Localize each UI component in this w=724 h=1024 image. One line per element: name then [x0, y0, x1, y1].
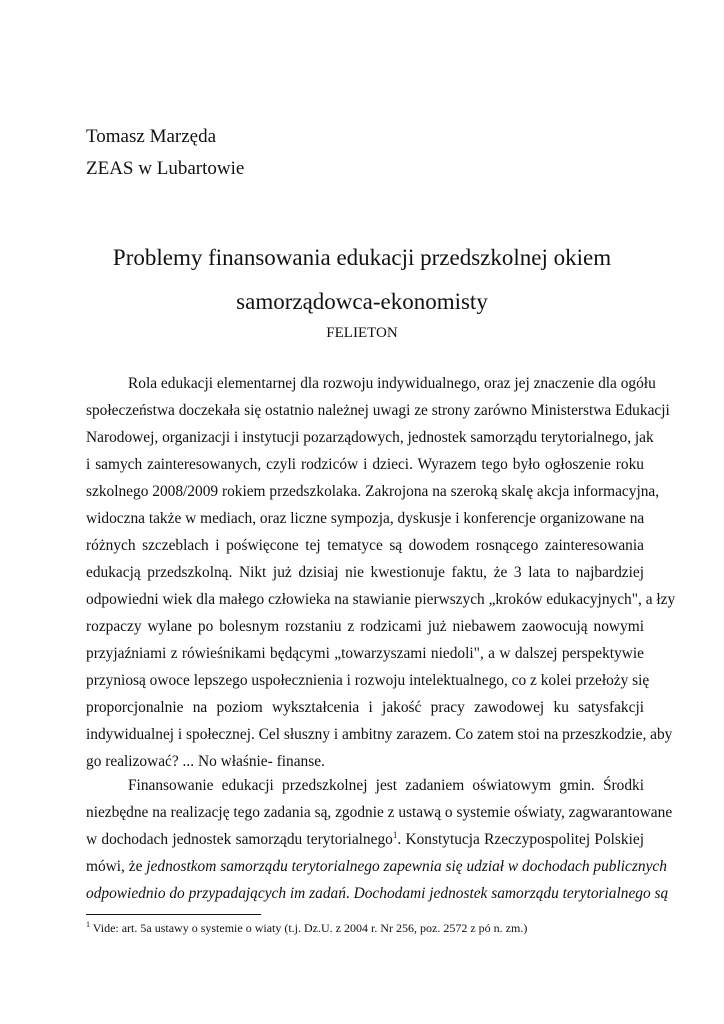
paragraph-line [86, 880, 669, 907]
paragraph-line: niezbędne na realizację tego zadania są, zgodnie z ustawą o systemie oświaty, zagwarantowane [86, 804, 673, 821]
paragraph-text: . Konstytucja Rzeczypospolitej Polskiej [397, 831, 644, 848]
footnote-separator [86, 914, 261, 915]
author-name: Tomasz Marzęda [86, 126, 217, 147]
footnote [86, 920, 527, 936]
footnote-text: Vide: art. 5a ustawy o systemie o wiaty (t.j. Dz.U. z 2004 r. Nr 256, poz. 2572 z pó n. zm.) [90, 921, 528, 935]
footnote-reference[interactable]: 1 [392, 829, 398, 840]
document-genre: FELIETON [326, 325, 398, 341]
quoted-italic-text: odpowiednio do przypadających im zadań [86, 885, 346, 902]
paragraph-line: Narodowej, organizacji i instytucji pozarządowych, jednostek samorządu terytorialnego, jak [86, 429, 654, 446]
paragraph-2 [86, 772, 673, 907]
paragraph-line: go realizować? ... No właśnie- finanse. [86, 753, 325, 770]
document-title [0, 236, 724, 324]
paragraph-line: widoczna także w mediach, oraz liczne sympozja, dyskusje i konferencje organizowane na [86, 510, 645, 527]
quoted-italic-text: jednostkom samorządu terytorialnego zapewnia się udział w dochodach publicznych [146, 858, 667, 875]
quoted-italic-text: Dochodami jednostek samorządu terytorialnego są [353, 885, 669, 902]
paragraph-line: Rola edukacji elementarnej dla rozwoju indywidualnego, oraz jej znaczenie dla ogółu [128, 375, 656, 392]
title-line-1: Problemy finansowania edukacji przedszkolnej okiem [112, 245, 612, 270]
paragraph-text: w dochodach jednostek samorządu terytorialnego [86, 831, 393, 848]
footnote-mark: 1 [86, 920, 90, 929]
paragraph-text: mówi, że [86, 858, 147, 875]
paragraph-line: przyniosą owoce lepszego uspołecznienia i rozwoju intelektualnego, co z kolei przełoży się [86, 672, 650, 689]
paragraph-line: proporcjonalnie na poziom wykształcenia i jakość pracy zawodowej ku satysfakcji [86, 699, 644, 716]
paragraph-line: rozpaczy wylane po bolesnym rozstaniu z rodzicami już niebawem zaowocują nowymi [86, 618, 644, 635]
paragraph-line: indywidualnej i społecznej. Cel słuszny i ambitny zarazem. Co zatem stoi na przeszkodzie, aby [86, 726, 673, 743]
paragraph-line: edukacją przedszkolną. Nikt już dzisiaj nie kwestionuje faktu, że 3 lata to najbardziej [86, 564, 644, 581]
paragraph-line: społeczeństwa doczekała się ostatnio należnej uwagi ze strony zarówno Ministerstwa Edukacji [86, 402, 670, 419]
paragraph-line: przyjaźniami z rówieśnikami będącymi „towarzyszami niedoli", a w dalszej perspektywie [86, 645, 644, 662]
paragraph-line: Finansowanie edukacji przedszkolnej jest zadaniem oświatowym gmin. Środki [128, 777, 644, 794]
title-line-2: samorządowca-ekonomisty [236, 289, 488, 314]
author-block [86, 121, 244, 185]
paragraph-line: odpowiedni wiek dla małego człowieka na stawianie pierwszych „kroków edukacyjnych", a łzy [86, 591, 676, 608]
paragraph-line: różnych szczeblach i poświęcone tej tematyce są dowodem rosnącego zainteresowania [86, 537, 644, 554]
paragraph-line [86, 853, 667, 880]
paragraph-line: szkolnego 2008/2009 rokiem przedszkolaka. Zakrojona na szeroką skalę akcja informacyjna, [86, 483, 660, 500]
paragraph-1 [86, 370, 676, 775]
author-institution: ZEAS w Lubartowie [86, 158, 245, 179]
paragraph-text: . [345, 885, 354, 902]
paragraph-line [86, 826, 644, 853]
paragraph-line: i samych zainteresowanych, czyli rodziców i dzieci. Wyrazem tego było ogłoszenie roku [86, 456, 644, 473]
